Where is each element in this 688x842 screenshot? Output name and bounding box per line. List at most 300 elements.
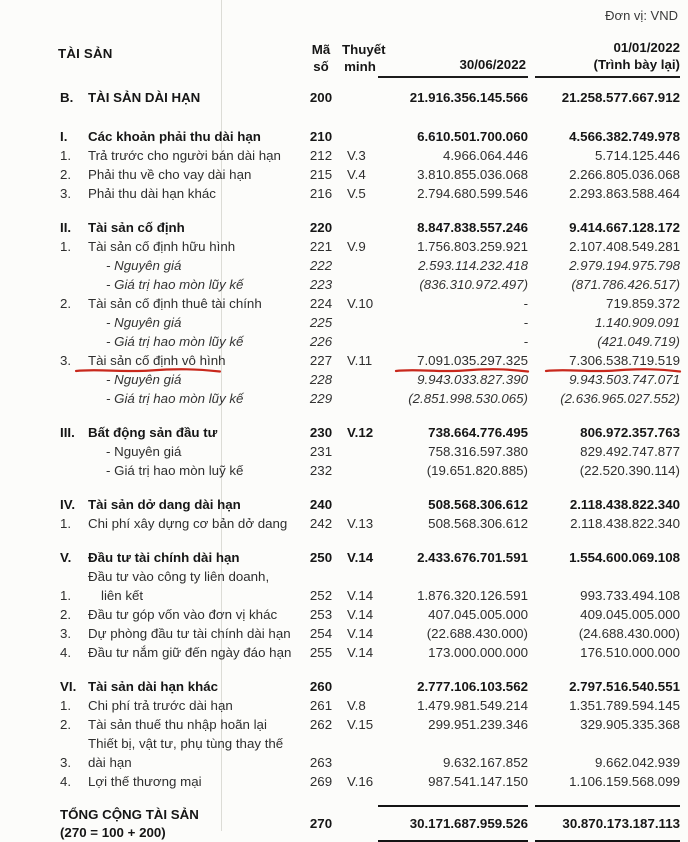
value-current-text: (2.851.998.530.065) [408, 391, 528, 406]
row-value-prior [528, 370, 680, 389]
row-label [88, 313, 300, 332]
column-header-assets: TÀI SẢN [58, 45, 113, 61]
value-prior-text: 2.266.805.036.068 [569, 167, 680, 182]
row-code: 263 [309, 755, 333, 770]
value-prior-text: 1.351.789.594.145 [569, 698, 680, 713]
value-current-text: 2.593.114.232.418 [418, 258, 528, 273]
row-label [88, 677, 300, 696]
row-label [88, 389, 300, 408]
column-header-prior-line1: 01/01/2022 [613, 40, 680, 55]
row-code: 227 [309, 353, 333, 368]
row-code: 212 [309, 148, 333, 163]
row-code: 262 [309, 717, 333, 732]
value-prior-text: 5.714.125.446 [594, 148, 680, 163]
row-label-line1: Thiết bị, vật tư, phụ tùng thay thế [88, 736, 284, 751]
value-prior-text: 2.979.194.975.798 [569, 258, 680, 273]
table-row [58, 677, 680, 696]
currency-unit-label: Đơn vị: VND [605, 8, 678, 23]
column-header-code-line2: số [313, 59, 329, 74]
value-current-text: 1.876.320.126.591 [417, 588, 528, 603]
value-prior-text: 719.859.372 [606, 296, 680, 311]
value-prior-text: (24.688.430.000) [578, 626, 680, 641]
row-code: 224 [309, 296, 333, 311]
table-row [58, 294, 680, 313]
column-header-note-line1: Thuyết [342, 42, 386, 57]
row-label-line1: Chi phí xây dựng cơ bản dở dang [88, 516, 288, 531]
row-label-line1: Phải thu dài hạn khác [88, 186, 216, 201]
value-current-text: 9.943.033.827.390 [417, 372, 528, 387]
row-note: V.10 [347, 296, 374, 311]
table-row [58, 624, 680, 643]
row-label [88, 294, 300, 313]
row-value-prior [528, 643, 680, 662]
table-row [58, 423, 680, 442]
row-note: V.14 [347, 626, 374, 641]
row-code: 242 [309, 516, 333, 531]
row-value-current [378, 275, 528, 294]
row-value-current [378, 643, 528, 662]
value-current-text: 7.091.035.297.325 [417, 353, 528, 368]
row-label [88, 696, 300, 715]
row-label [88, 256, 300, 275]
column-header-prior-period [528, 39, 680, 78]
row-label [88, 624, 300, 643]
value-current-text: 1.479.981.549.214 [417, 698, 528, 713]
row-note: V.3 [347, 148, 366, 163]
row-value-current [378, 351, 528, 370]
row-marker: B. [60, 90, 74, 105]
row-label [88, 643, 300, 662]
value-prior-text: 9.943.503.747.071 [569, 372, 680, 387]
row-label-line1: Dự phòng đầu tư tài chính dài hạn [88, 626, 291, 641]
row-value-prior [528, 753, 680, 772]
row-code: 270 [309, 816, 333, 831]
assets-table [58, 34, 680, 842]
row-code: 220 [309, 220, 333, 235]
row-label-line1: - Nguyên giá [106, 444, 182, 459]
row-value-current [378, 715, 528, 734]
table-row [58, 389, 680, 408]
value-current-text: (19.651.820.885) [426, 463, 528, 478]
column-header-note [342, 41, 386, 78]
table-row [58, 146, 680, 165]
row-note: V.8 [347, 698, 366, 713]
row-label [88, 165, 300, 184]
value-prior-text: 9.662.042.939 [594, 755, 680, 770]
row-value-current [378, 753, 528, 772]
value-current-text: - [523, 296, 528, 311]
row-label-line1: Đầu tư góp vốn vào đơn vị khác [88, 607, 278, 622]
row-value-current [378, 313, 528, 332]
row-code: 228 [309, 372, 333, 387]
row-value-current [378, 423, 528, 442]
value-current-text: - [523, 315, 528, 330]
row-note: V.12 [347, 425, 374, 440]
row-value-prior [528, 696, 680, 715]
row-marker: 1. [60, 698, 72, 713]
row-code: 200 [309, 90, 333, 105]
row-label [88, 184, 300, 203]
table-row [58, 313, 680, 332]
row-value-current [378, 184, 528, 203]
row-code: 250 [309, 550, 333, 565]
row-label-line1: Đầu tư vào công ty liên doanh, [88, 569, 270, 584]
row-code: 232 [309, 463, 333, 478]
row-value-prior [528, 442, 680, 461]
row-marker: TỔNG CỘNG TÀI SẢN (270 = 100 + 200) [58, 806, 300, 842]
row-label-line1: Tài sản dở dang dài hạn [88, 497, 241, 512]
table-row [58, 275, 680, 294]
table-row [58, 715, 680, 734]
row-value-current [378, 127, 528, 146]
column-header-prior-line2: (Trình bày lại) [593, 57, 680, 72]
value-current-text: 2.777.106.103.562 [417, 679, 528, 694]
value-current-text: 2.433.676.701.591 [417, 550, 528, 565]
value-current-text: 21.916.356.145.566 [409, 90, 528, 105]
row-value-prior [528, 275, 680, 294]
value-current-text: 4.966.064.446 [442, 148, 528, 163]
table-row [58, 237, 680, 256]
column-header-current-period [378, 57, 528, 78]
table-row [58, 442, 680, 461]
row-label [88, 332, 300, 351]
value-current-text: 3.810.855.036.068 [417, 167, 528, 182]
value-current-text: 173.000.000.000 [428, 645, 528, 660]
value-prior-text: 806.972.357.763 [580, 425, 680, 440]
row-code: 252 [309, 588, 333, 603]
row-value-prior [528, 586, 680, 605]
total-label-line2: (270 = 100 + 200) [60, 824, 166, 840]
row-value-current [378, 624, 528, 643]
row-value-current [378, 370, 528, 389]
total-row [58, 805, 680, 842]
row-value-current [378, 696, 528, 715]
row-value-current [378, 218, 528, 237]
row-label-line1: TÀI SẢN DÀI HẠN [88, 90, 201, 105]
row-value-current [378, 389, 528, 408]
column-header-code-line1: Mã [311, 42, 331, 57]
row-value-prior [528, 715, 680, 734]
value-current-text: 407.045.005.000 [428, 607, 528, 622]
table-row [58, 548, 680, 567]
row-value-current [378, 256, 528, 275]
row-marker: 2. [60, 296, 72, 311]
row-note: V.11 [347, 353, 373, 368]
row-note: V.14 [347, 588, 374, 603]
row-note: V.5 [347, 186, 366, 201]
value-prior-text: 21.258.577.667.912 [561, 90, 680, 105]
row-label-line1: Đầu tư tài chính dài hạn [88, 550, 240, 565]
row-note: V.9 [347, 239, 366, 254]
row-code: 225 [309, 315, 333, 330]
table-row [58, 643, 680, 662]
row-label-line1: Các khoản phải thu dài hạn [88, 129, 261, 144]
row-value-prior [528, 218, 680, 237]
row-value-current [378, 294, 528, 313]
table-header-row [58, 34, 680, 78]
value-prior-text: 1.554.600.069.108 [569, 550, 680, 565]
row-value-prior [528, 88, 680, 107]
row-note: V.13 [347, 516, 374, 531]
row-value-prior [528, 184, 680, 203]
value-prior-text: (2.636.965.027.552) [560, 391, 680, 406]
value-prior-text: 1.106.159.568.099 [569, 774, 680, 789]
row-value-current [378, 237, 528, 256]
row-value-current [378, 772, 528, 791]
row-label-line1: - Giá trị hao mòn lũy kế [106, 277, 244, 292]
row-marker: 3. [60, 626, 72, 641]
value-prior-text: 993.733.494.108 [580, 588, 680, 603]
row-value-current [378, 495, 528, 514]
row-value-current [378, 332, 528, 351]
row-marker: 4. [60, 645, 72, 660]
row-label [88, 423, 300, 442]
value-current-text: 9.632.167.852 [442, 755, 528, 770]
row-code: 261 [309, 698, 333, 713]
value-prior-text: 1.140.909.091 [594, 315, 680, 330]
column-header-prior-date [535, 39, 680, 78]
row-marker: 4. [60, 774, 72, 789]
value-current-text: 299.951.239.346 [428, 717, 528, 732]
table-row [58, 461, 680, 480]
row-label [88, 237, 300, 256]
row-marker: V. [60, 550, 72, 565]
row-label [88, 370, 300, 389]
row-label-line1: - Giá trị hao mòn lũy kế [106, 334, 244, 349]
column-header-code [300, 41, 342, 78]
row-value-prior [528, 165, 680, 184]
row-value-current [378, 165, 528, 184]
row-value-prior [528, 423, 680, 442]
value-current-text: 2.794.680.599.546 [417, 186, 528, 201]
row-value-current [378, 514, 528, 533]
value-prior-text: 2.107.408.549.281 [569, 239, 680, 254]
value-prior-text: 2.118.438.822.340 [569, 497, 680, 512]
table-row [58, 256, 680, 275]
row-code: 229 [309, 391, 333, 406]
table-row [58, 514, 680, 533]
row-label-line1: Tài sản cố định [88, 220, 185, 235]
row-label [88, 605, 300, 624]
row-label-line1: - Nguyên giá [106, 372, 182, 387]
row-label [88, 734, 300, 772]
table-row [58, 567, 680, 605]
value-current-text: 6.610.501.700.060 [417, 129, 528, 144]
row-code: 226 [309, 334, 333, 349]
row-code: 210 [309, 129, 333, 144]
value-current-text: 987.541.147.150 [428, 774, 528, 789]
row-label [88, 218, 300, 237]
row-label-line1: Tài sản thuế thu nhập hoãn lại [88, 717, 267, 732]
row-marker: 1. [60, 516, 72, 531]
value-current-text: - [523, 334, 528, 349]
row-note: V.16 [347, 774, 374, 789]
row-note: V.15 [347, 717, 374, 732]
value-prior-text: 176.510.000.000 [580, 645, 680, 660]
table-row [58, 734, 680, 772]
row-code: 255 [309, 645, 333, 660]
row-value-prior [528, 127, 680, 146]
row-value-current [378, 442, 528, 461]
row-label [88, 88, 300, 107]
row-label-line1: - Giá trị hao mòn luỹ kế [106, 463, 244, 478]
row-code: 216 [309, 186, 333, 201]
value-prior-text: (421.049.719) [597, 334, 680, 349]
row-code: 240 [309, 497, 333, 512]
row-marker: IV. [60, 497, 76, 512]
row-label [88, 127, 300, 146]
row-label-line2: dài hạn [88, 755, 132, 770]
total-value-prior: 30.870.173.187.113 [535, 805, 680, 842]
row-value-current [378, 605, 528, 624]
value-current-text: 758.316.597.380 [428, 444, 528, 459]
table-row [58, 88, 680, 107]
value-current-text: (22.688.430.000) [426, 626, 528, 641]
row-value-prior [528, 461, 680, 480]
row-label [88, 772, 300, 791]
row-value-current [378, 586, 528, 605]
row-label [88, 514, 300, 533]
value-current-text: 1.756.803.259.921 [417, 239, 528, 254]
row-note: V.14 [347, 645, 374, 660]
total-value-current: 30.171.687.959.526 [378, 805, 528, 842]
row-marker: 2. [60, 167, 72, 182]
row-label [88, 442, 300, 461]
value-prior-text: 4.566.382.749.978 [569, 129, 680, 144]
table-row [58, 165, 680, 184]
row-value-current [378, 146, 528, 165]
row-label [88, 275, 300, 294]
row-label [88, 548, 300, 567]
row-marker: 2. [60, 607, 72, 622]
row-code: 253 [309, 607, 333, 622]
table-row [58, 184, 680, 203]
row-label [88, 461, 300, 480]
row-code: 222 [309, 258, 333, 273]
value-prior-text: 2.293.863.588.464 [569, 186, 680, 201]
value-prior-text: (22.520.390.114) [579, 463, 680, 478]
row-marker: 1. [60, 148, 72, 163]
row-label-line1: Tài sản cố định thuê tài chính [88, 296, 262, 311]
row-marker: 3. [60, 755, 72, 770]
table-row [58, 218, 680, 237]
row-marker: III. [60, 425, 75, 440]
row-label-line1: Lợi thế thương mại [88, 774, 202, 789]
row-value-current [378, 805, 528, 842]
value-current-text: 508.568.306.612 [428, 516, 528, 531]
row-code: 230 [309, 425, 333, 440]
column-header-note-line2: minh [344, 59, 376, 74]
row-note: V.14 [347, 550, 374, 565]
row-label-line1: Tài sản cố định vô hình [88, 353, 226, 368]
row-value-prior [528, 677, 680, 696]
row-value-current [378, 677, 528, 696]
row-value-prior [528, 332, 680, 351]
row-code: 269 [309, 774, 333, 789]
row-value-prior [528, 237, 680, 256]
row-label-line1: Bất động sản đầu tư [88, 425, 218, 440]
value-prior-text: 409.045.005.000 [580, 607, 680, 622]
row-label-line1: Phải thu về cho vay dài hạn [88, 167, 252, 182]
table-row [58, 495, 680, 514]
row-note: V.14 [347, 607, 374, 622]
value-current-text: 738.664.776.495 [428, 425, 528, 440]
row-note: V.4 [347, 167, 366, 182]
row-label-line1: Tài sản cố định hữu hình [88, 239, 236, 254]
row-value-prior [528, 294, 680, 313]
row-label [88, 495, 300, 514]
row-value-current [378, 548, 528, 567]
row-label [88, 715, 300, 734]
row-value-prior [528, 624, 680, 643]
row-label-line1: Chi phí trả trước dài hạn [88, 698, 233, 713]
row-code: 215 [309, 167, 333, 182]
row-value-prior [528, 495, 680, 514]
row-label-line1: - Nguyên giá [106, 315, 182, 330]
row-code: 221 [309, 239, 333, 254]
table-body [58, 88, 680, 842]
row-value-prior [528, 256, 680, 275]
row-value-prior [528, 146, 680, 165]
table-row [58, 696, 680, 715]
row-code: 260 [309, 679, 333, 694]
row-value-prior [528, 514, 680, 533]
row-value-prior [528, 313, 680, 332]
table-row [58, 351, 680, 370]
row-label [88, 146, 300, 165]
row-label [88, 351, 300, 370]
row-value-prior [528, 605, 680, 624]
row-label-line1: Đầu tư nắm giữ đến ngày đáo hạn [88, 645, 292, 660]
value-prior-text: 829.492.747.877 [580, 444, 680, 459]
row-label-line1: - Giá trị hao mòn lũy kế [106, 391, 244, 406]
row-value-current [378, 461, 528, 480]
row-value-prior [528, 389, 680, 408]
row-marker: 2. [60, 717, 72, 732]
row-value-current [378, 88, 528, 107]
row-marker: 3. [60, 186, 72, 201]
value-prior-text: 2.118.438.822.340 [570, 516, 680, 531]
row-marker: 1. [60, 588, 72, 603]
column-header-current-date: 30/06/2022 [378, 57, 528, 78]
table-row [58, 605, 680, 624]
row-label [88, 567, 300, 605]
value-current-text: 508.568.306.612 [428, 497, 528, 512]
row-value-prior [528, 548, 680, 567]
row-label-line2: liên kết [101, 588, 144, 603]
row-marker: VI. [60, 679, 77, 694]
value-current-text: (836.310.972.497) [419, 277, 528, 292]
value-prior-text: (871.786.426.517) [571, 277, 680, 292]
row-marker: 3. [60, 353, 72, 368]
row-marker: I. [60, 129, 68, 144]
table-row [58, 772, 680, 791]
row-marker: II. [60, 220, 72, 235]
value-current-text: 8.847.838.557.246 [417, 220, 528, 235]
table-row [58, 127, 680, 146]
value-prior-text: 2.797.516.540.551 [569, 679, 680, 694]
row-value-prior [528, 351, 680, 370]
value-prior-text: 9.414.667.128.172 [569, 220, 680, 235]
row-code: 254 [309, 626, 333, 641]
value-prior-text: 7.306.538.719.519 [569, 353, 680, 368]
row-label-line1: Trả trước cho người bán dài hạn [88, 148, 281, 163]
row-value-prior [528, 805, 680, 842]
value-prior-text: 329.905.335.368 [580, 717, 680, 732]
row-label-line1: - Nguyên giá [106, 258, 182, 273]
row-label-line1: Tài sản dài hạn khác [88, 679, 219, 694]
row-code: 223 [309, 277, 333, 292]
